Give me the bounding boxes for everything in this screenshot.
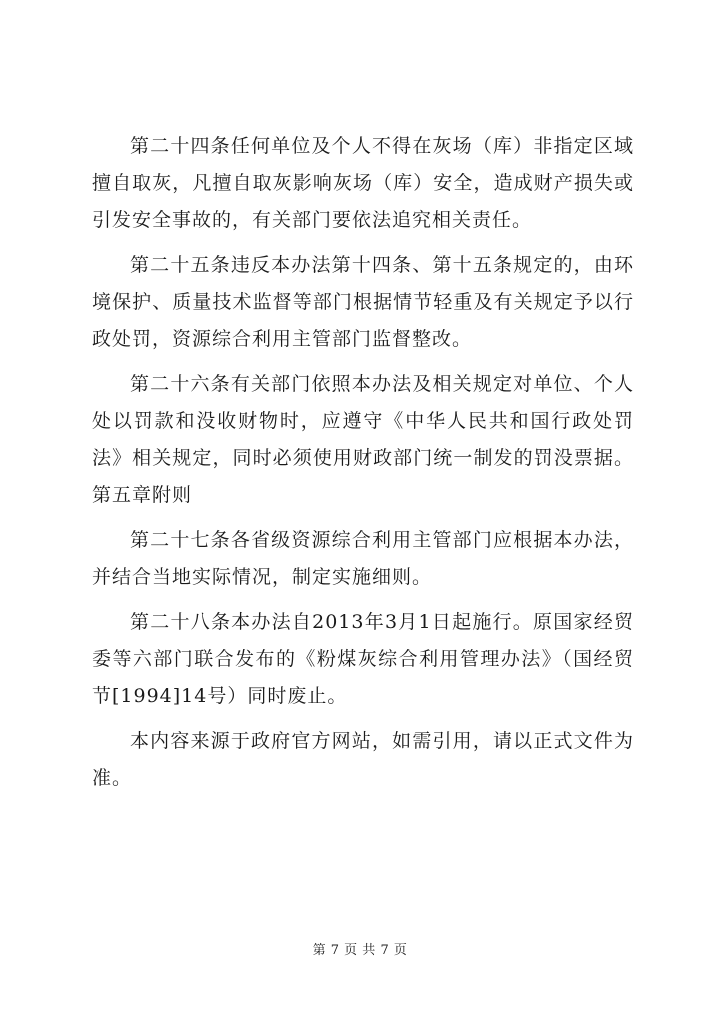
article-28-paragraph: 第二十八条本办法自2013年3月1日起施行。原国家经贸委等六部门联合发布的《粉煤灰综合利用管理办法》（国经贸节[1994]14号）同时废止。 <box>92 611 634 707</box>
article-26-paragraph: 第二十六条有关部门依照本办法及相关规定对单位、个人处以罚款和没收财物时，应遵守《中华人民共和国行政处罚法》相关规定，同时必须使用财政部门统一制发的罚没票据。第五章附则 <box>92 373 634 506</box>
document-body <box>92 128 634 805</box>
source-notice-paragraph: 本内容来源于政府官方网站，如需引用，请以正式文件为准。 <box>92 730 634 789</box>
article-27-paragraph: 第二十七条各省级资源综合利用主管部门应根据本办法，并结合当地实际情况，制定实施细则。 <box>92 529 634 588</box>
article-25-paragraph: 第二十五条违反本办法第十四条、第十五条规定的，由环境保护、质量技术监督等部门根据情节轻重及有关规定予以行政处罚，资源综合利用主管部门监督整改。 <box>92 254 634 350</box>
article-24-paragraph: 第二十四条任何单位及个人不得在灰场（库）非指定区域擅自取灰，凡擅自取灰影响灰场（库）安全，造成财产损失或引发安全事故的，有关部门要依法追究相关责任。 <box>92 135 634 231</box>
page-number-footer: 第 7 页 共 7 页 <box>312 943 408 958</box>
